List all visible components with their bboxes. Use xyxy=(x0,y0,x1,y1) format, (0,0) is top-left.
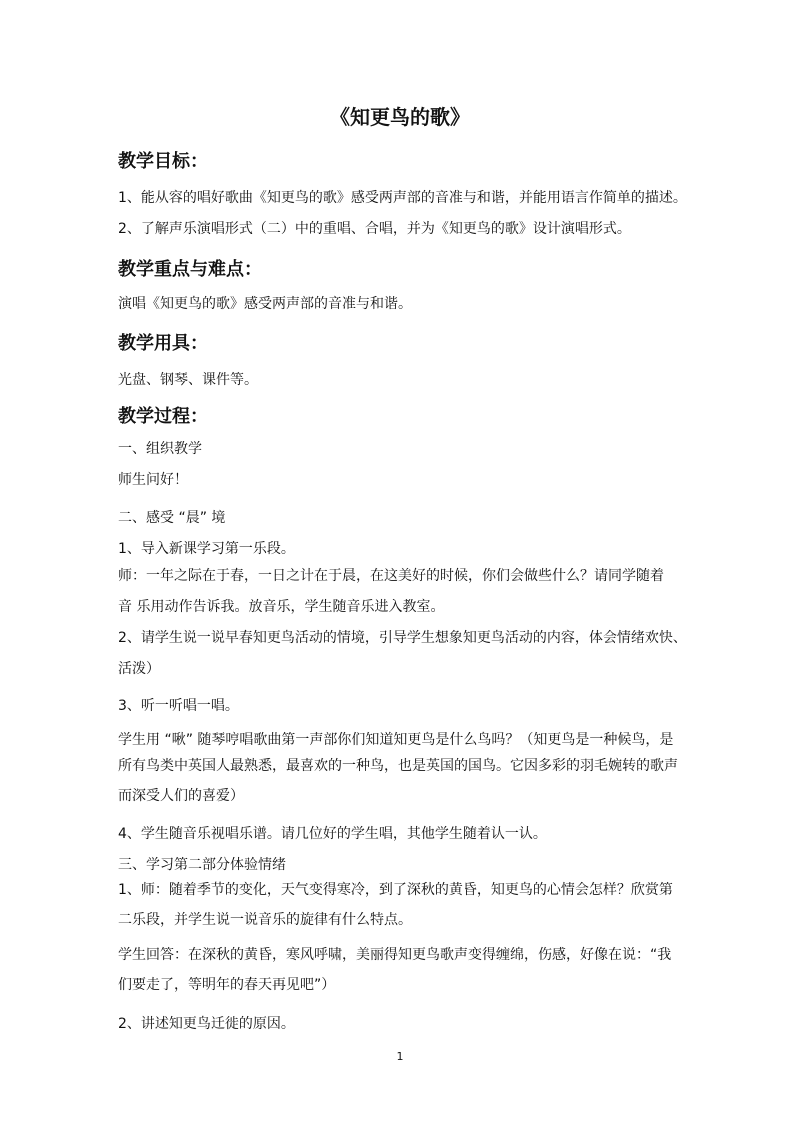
process-line: 三、学习第二部分体验情绪 xyxy=(118,857,286,873)
key-points-heading: 教学重点与难点： xyxy=(118,259,262,280)
process-line: 一、组织教学 xyxy=(118,441,202,457)
process-line: 们要走了，等明年的春天再见吧”） xyxy=(118,977,336,993)
tools-heading: 教学用具： xyxy=(118,333,208,354)
process-line: 师：一年之际在于春，一日之计在于晨，在这美好的时候，你们会做些什么？请同学随着 xyxy=(118,568,664,584)
process-line: 师生问好！ xyxy=(118,472,188,488)
process-heading: 教学过程： xyxy=(118,406,208,427)
process-line: 活泼） xyxy=(118,661,160,677)
goals-heading: 教学目标： xyxy=(118,151,208,172)
process-line: 1、师：随着季节的变化，天气变得寒冷，到了深秋的黄昏，知更鸟的心情会怎样？欣赏第 xyxy=(118,882,673,898)
goal-item: 1、能从容的唱好歌曲《知更鸟的歌》感受两声部的音准与和谐，并能用语言作简单的描述。 xyxy=(118,190,687,206)
process-line: 4、学生随音乐视唱乐谱。请几位好的学生唱，其他学生随着认一认。 xyxy=(118,826,547,842)
process-line: 学生用 “啾” 随琴哼唱歌曲第一声部你们知道知更鸟是什么鸟吗？（知更鸟是一种候鸟，是 xyxy=(118,732,674,748)
process-line: 2、讲述知更鸟迁徙的原因。 xyxy=(118,1016,295,1032)
process-line: 而深受人们的喜爱） xyxy=(118,788,244,804)
tools-text: 光盘、钢琴、课件等。 xyxy=(118,372,258,388)
page-number: 1 xyxy=(396,1050,404,1063)
process-line: 音 乐用动作告诉我。放音乐，学生随音乐进入教室。 xyxy=(118,599,445,615)
process-line: 二乐段，并学生说一说音乐的旋律有什么特点。 xyxy=(118,912,412,928)
process-line: 3、听一听唱一唱。 xyxy=(118,698,239,714)
goal-item: 2、了解声乐演唱形式（二）中的重唱、合唱，并为《知更鸟的歌》设计演唱形式。 xyxy=(118,221,631,237)
document-title: 《知更鸟的歌》 xyxy=(330,105,470,129)
process-line: 1、导入新课学习第一乐段。 xyxy=(118,541,295,557)
process-line: 学生回答：在深秋的黄昏，寒风呼啸，美丽得知更鸟歌声变得缠绵，伤感，好像在说：“我 xyxy=(118,947,672,963)
key-points-text: 演唱《知更鸟的歌》感受两声部的音准与和谐。 xyxy=(118,296,412,312)
process-line: 2、请学生说一说早春知更鸟活动的情境，引导学生想象知更鸟活动的内容，体会情绪欢快、 xyxy=(118,630,687,646)
process-line: 二、感受 “晨” 境 xyxy=(118,510,226,526)
process-line: 所有鸟类中英国人最熟悉，最喜欢的一种鸟，也是英国的国鸟。它因多彩的羽毛婉转的歌声 xyxy=(118,758,678,774)
